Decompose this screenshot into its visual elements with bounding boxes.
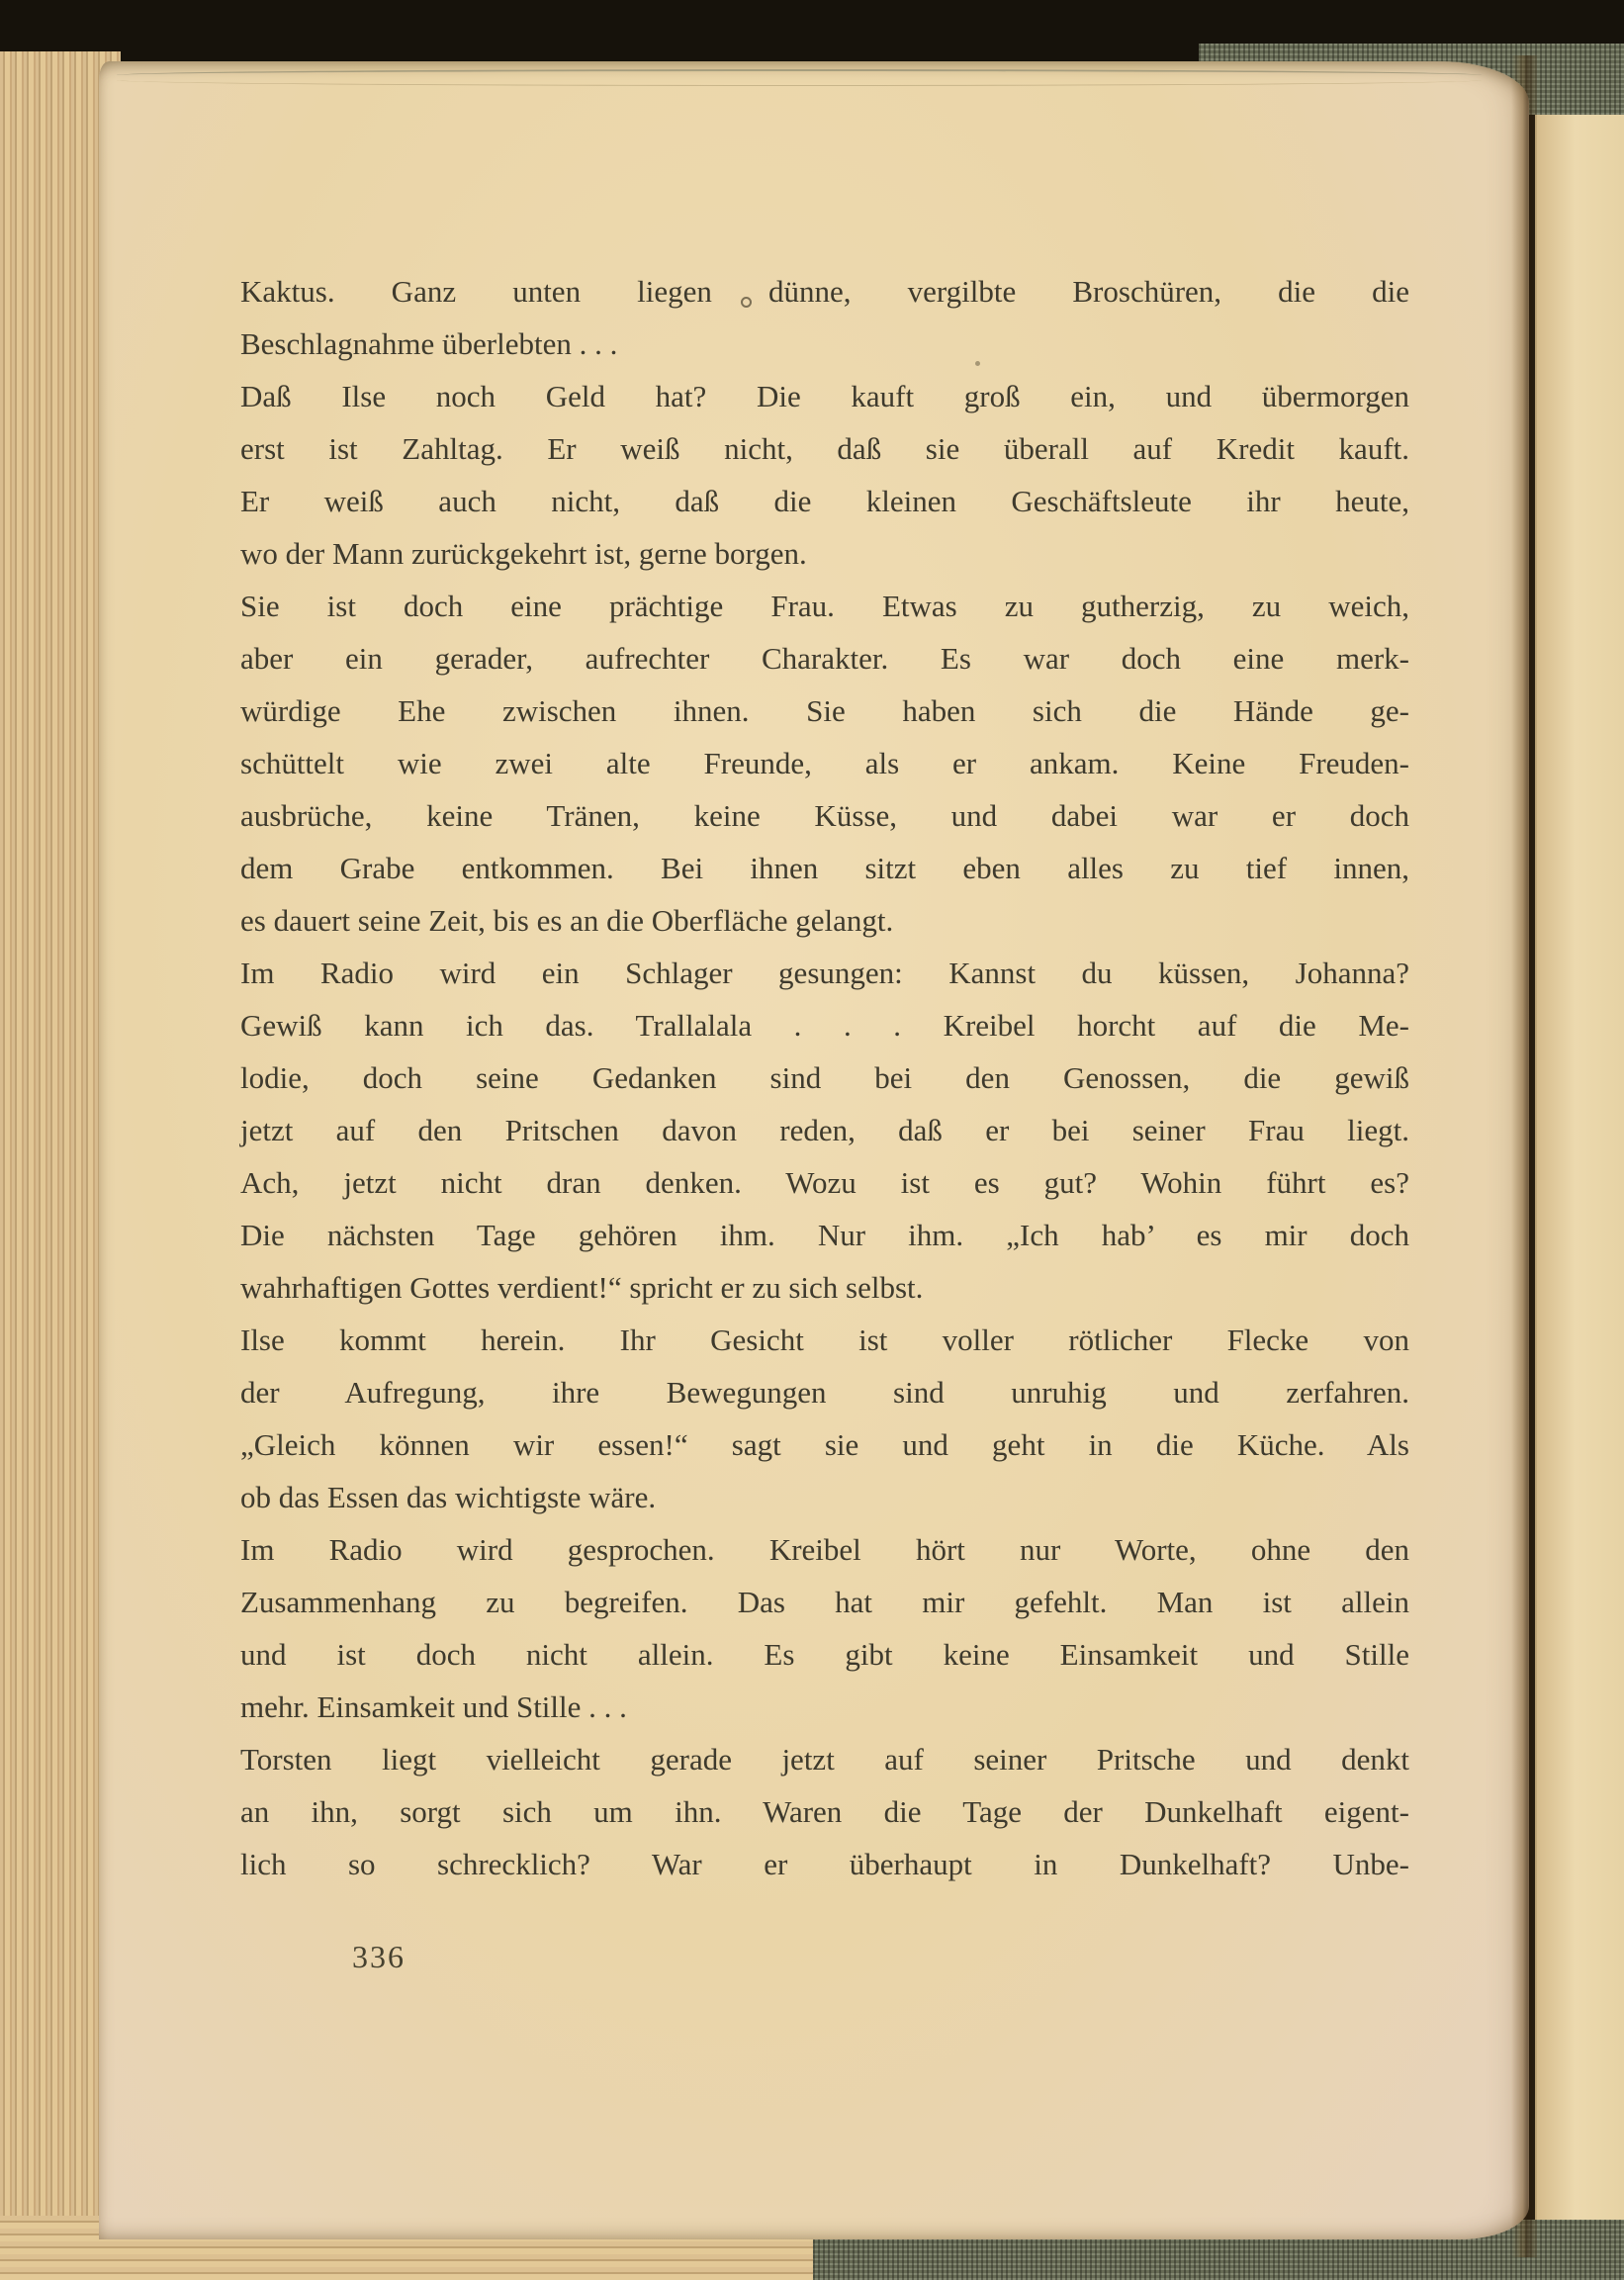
text-line: und ist doch nicht allein. Es gibt keine Einsamkeit und Stille — [240, 1637, 1409, 1672]
text-block — [240, 265, 1409, 1890]
text-line: Ilse kommt herein. Ihr Gesicht ist voller rötlicher Flecke von — [240, 1322, 1409, 1357]
text-line: Torsten liegt vielleicht gerade jetzt auf seiner Pritsche und denkt — [240, 1742, 1409, 1777]
text-line: der Aufregung, ihre Bewegungen sind unruhig und zerfahren. — [240, 1375, 1409, 1410]
text-line: lodie, doch seine Gedanken sind bei den Genossen, die gewiß — [240, 1060, 1409, 1095]
text-line: an ihn, sorgt sich um ihn. Waren die Tage der Dunkelhaft eigent- — [240, 1794, 1409, 1829]
text-line: wahrhaftigen Gottes verdient!“ spricht er zu sich selbst. — [240, 1270, 924, 1305]
gutter-fold-shadow — [1511, 55, 1537, 2257]
text-line: schüttelt wie zwei alte Freunde, als er ankam. Keine Freuden- — [240, 746, 1409, 780]
text-line: Im Radio wird ein Schlager gesungen: Kannst du küssen, Johanna? — [240, 956, 1409, 990]
text-line: Kaktus. Ganz unten liegen dünne, vergilbte Broschüren, die die — [240, 274, 1409, 309]
text-line: dem Grabe entkommen. Bei ihnen sitzt eben alles zu tief innen, — [240, 851, 1409, 885]
stacked-top-edges — [117, 69, 1482, 86]
text-line: Ach, jetzt nicht dran denken. Wozu ist es gut? Wohin führt es? — [240, 1165, 1409, 1200]
text-line: Sie ist doch eine prächtige Frau. Etwas zu gutherzig, zu weich, — [240, 589, 1409, 623]
text-line: Zusammenhang zu begreifen. Das hat mir gefehlt. Man ist allein — [240, 1585, 1409, 1619]
text-line: Die nächsten Tage gehören ihm. Nur ihm. „Ich hab’ es mir doch — [240, 1218, 1409, 1252]
book-page — [99, 61, 1529, 2239]
text-line: würdige Ehe zwischen ihnen. Sie haben sich die Hände ge- — [240, 693, 1409, 728]
text-line: erst ist Zahltag. Er weiß nicht, daß sie überall auf Kredit kauft. — [240, 431, 1409, 466]
text-line: es dauert seine Zeit, bis es an die Oberfläche gelangt. — [240, 903, 894, 938]
next-page-edge — [1535, 57, 1624, 2234]
text-line: „Gleich können wir essen!“ sagt sie und geht in die Küche. Als — [240, 1427, 1409, 1462]
text-line: Beschlagnahme überlebten . . . — [240, 326, 618, 361]
text-line: mehr. Einsamkeit und Stille . . . — [240, 1689, 627, 1724]
text-line: Er weiß auch nicht, daß die kleinen Geschäftsleute ihr heute, — [240, 484, 1409, 518]
text-line: Im Radio wird gesprochen. Kreibel hört nur Worte, ohne den — [240, 1532, 1409, 1567]
page-number: 336 — [352, 1939, 406, 1974]
text-line: wo der Mann zurückgekehrt ist, gerne borgen. — [240, 536, 807, 571]
text-line: lich so schrecklich? War er überhaupt in Dunkelhaft? Unbe- — [240, 1847, 1409, 1881]
text-line: Daß Ilse noch Geld hat? Die kauft groß ein, und übermorgen — [240, 379, 1409, 413]
text-line: jetzt auf den Pritschen davon reden, daß er bei seiner Frau liegt. — [240, 1113, 1409, 1147]
text-line: ob das Essen das wichtigste wäre. — [240, 1480, 657, 1514]
ink-speck — [741, 297, 752, 308]
ink-speck — [975, 361, 980, 366]
text-line: aber ein gerader, aufrechter Charakter. Es war doch eine merk- — [240, 641, 1409, 676]
text-line: ausbrüche, keine Tränen, keine Küsse, und dabei war er doch — [240, 798, 1409, 833]
text-line: Gewiß kann ich das. Trallalala . . . Kreibel horcht auf die Me- — [240, 1008, 1409, 1043]
